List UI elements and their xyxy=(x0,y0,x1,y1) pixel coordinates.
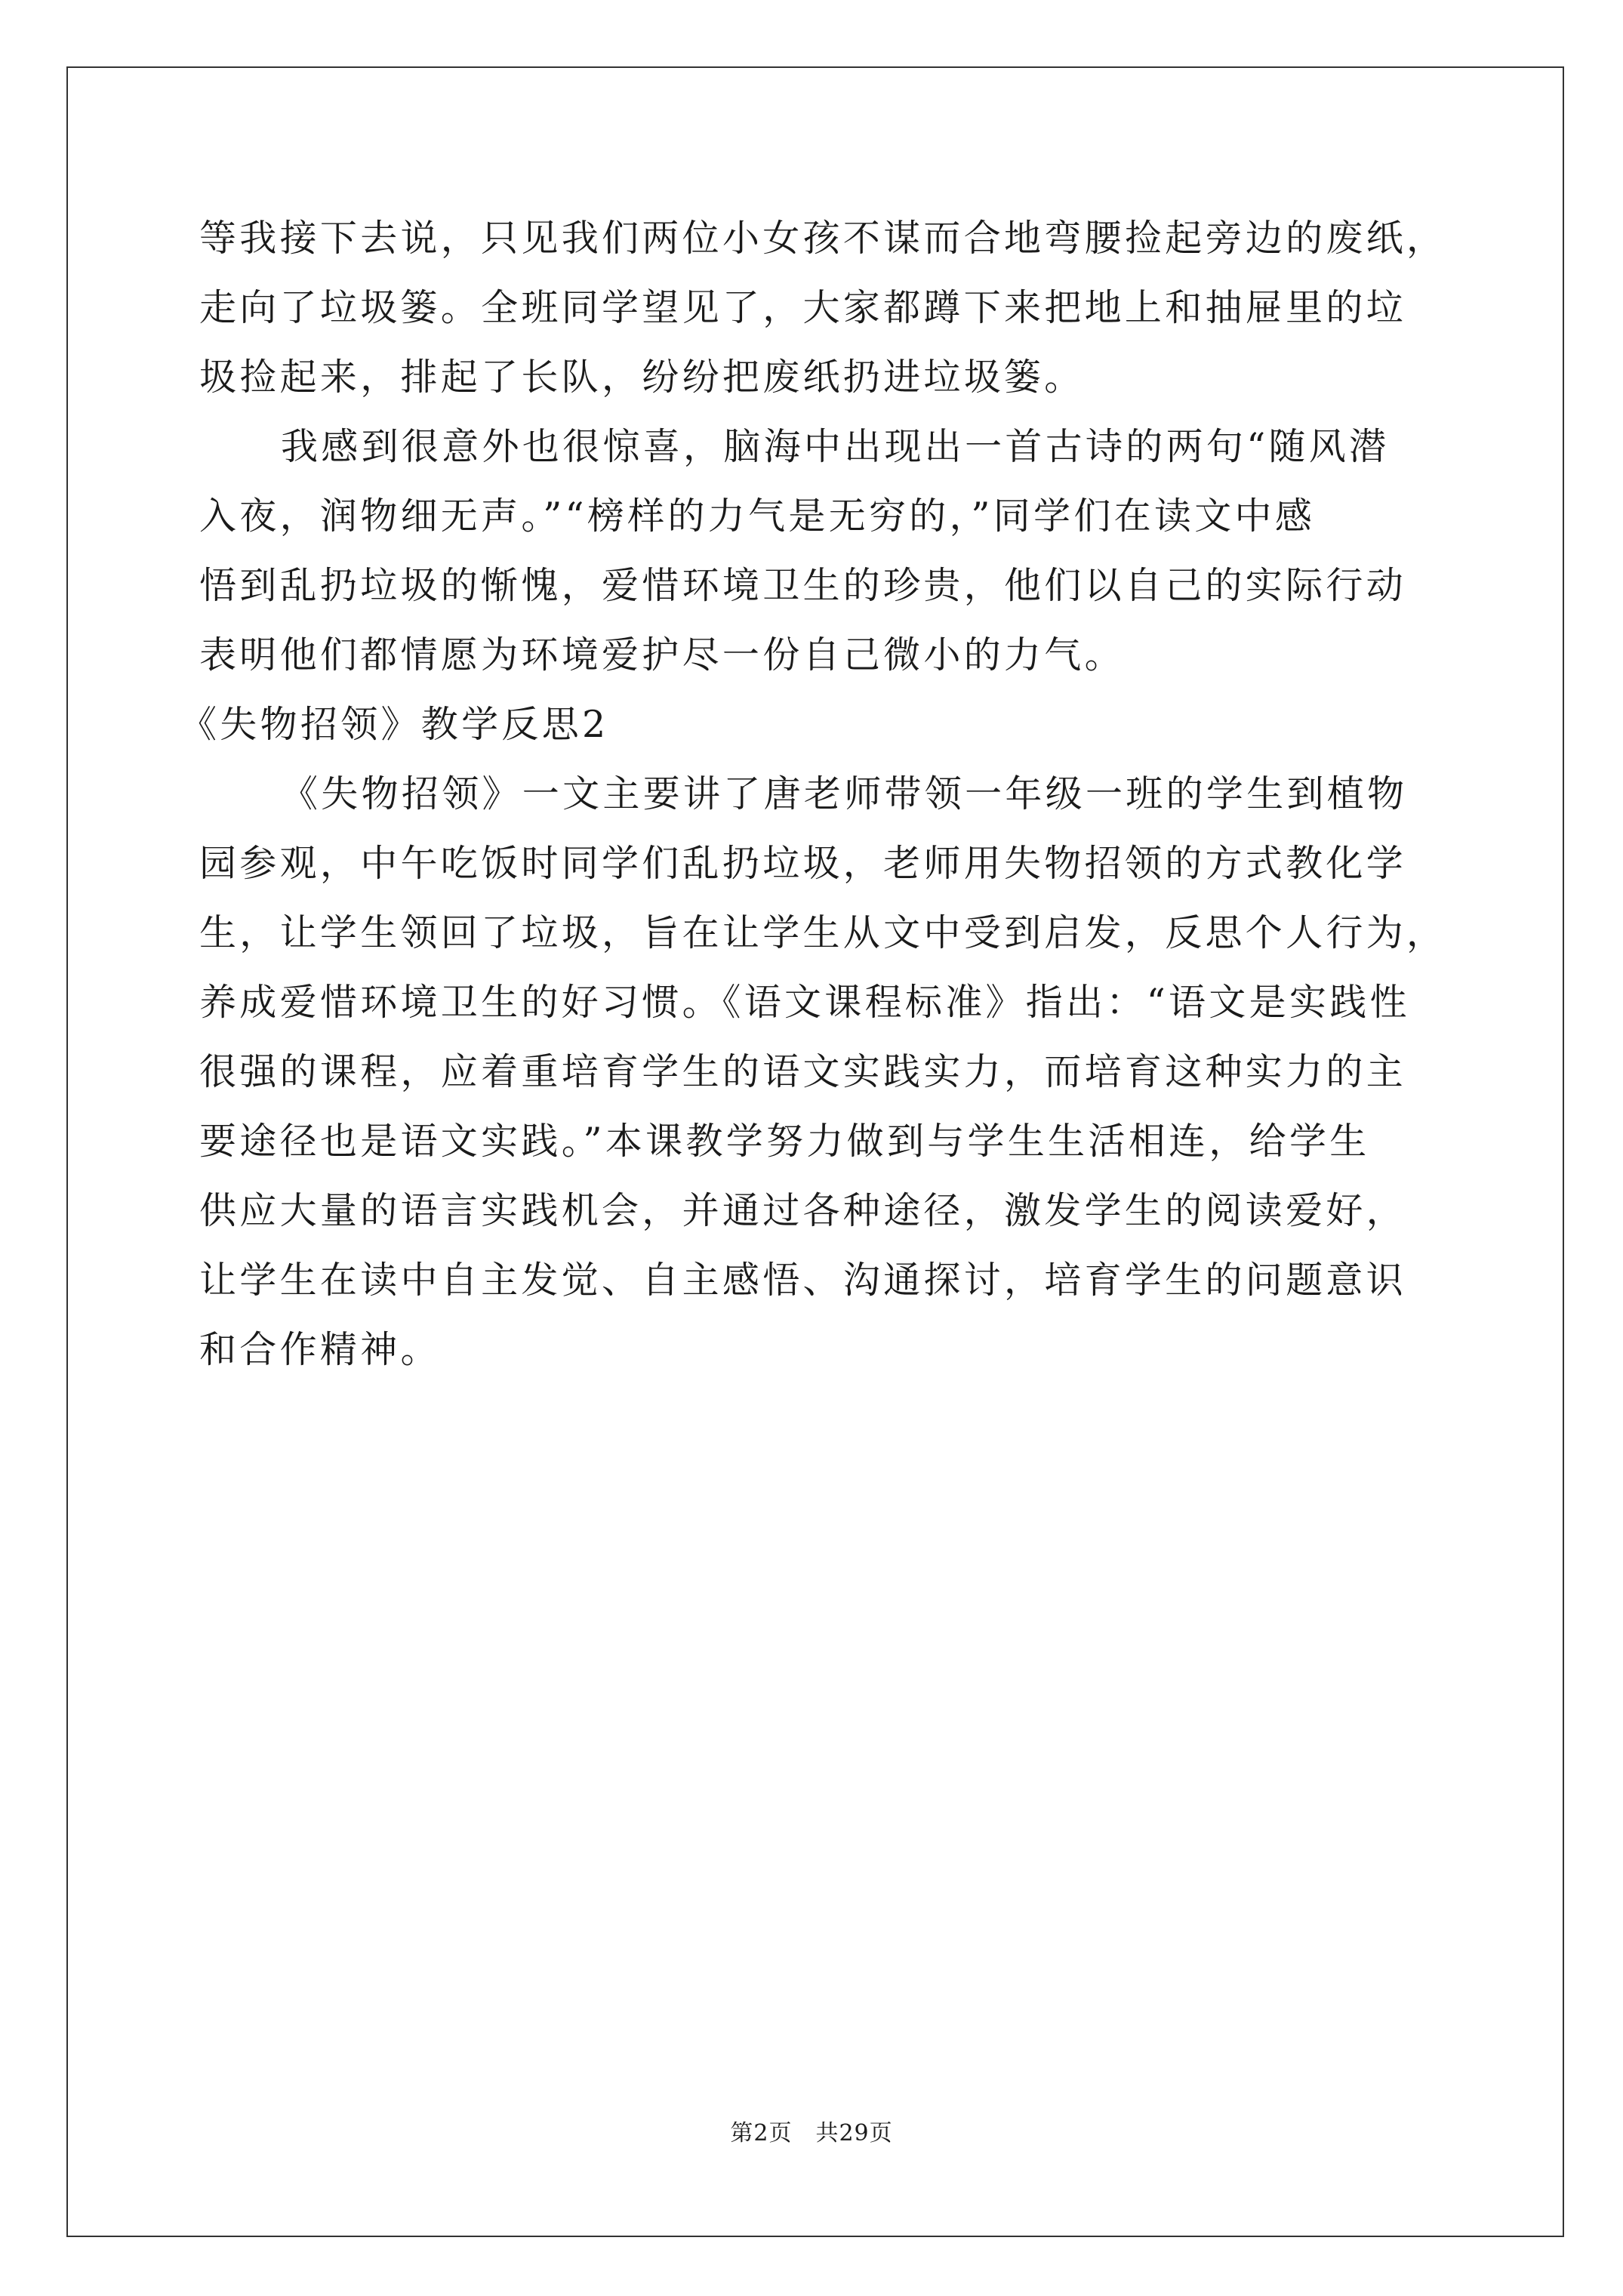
paragraph-line: 我感到很意外也很惊喜，脑海中出现出一首古诗的两句“随风潜 xyxy=(281,425,1390,468)
paragraph-line: 圾捡起来，排起了长队，纷纷把废纸扔进垃圾篓。 xyxy=(199,356,1085,399)
paragraph-line: 悟到乱扔垃圾的惭愧，爱惜环境卫生的珍贵，他们以自己的实际行动 xyxy=(199,564,1407,607)
section-heading: 《失物招领》教学反思2 xyxy=(180,703,609,746)
document-body xyxy=(180,204,1447,1385)
paragraph-line: 要途径也是语文实践。”本课教学努力做到与学生生活相连，给学生 xyxy=(199,1120,1370,1163)
paragraph-line: 等我接下去说，只见我们两位小女孩不谋而合地弯腰捡起旁边的废纸， xyxy=(199,217,1447,260)
paragraph-line: 表明他们都情愿为环境爱护尽一份自己微小的力气。 xyxy=(199,633,1125,676)
paragraph-line: 养成爱惜环境卫生的好习惯。《语文课程标准》指出：“语文是实践性 xyxy=(199,981,1410,1024)
paragraph-line: 入夜，润物细无声。”“榜样的力气是无穷的，”同学们在读文中感 xyxy=(199,495,1316,538)
paragraph-line: 让学生在读中自主发觉、自主感悟、沟通探讨，培育学生的问题意识 xyxy=(199,1259,1407,1302)
paragraph-line: 园参观，中午吃饭时同学们乱扔垃圾，老师用失物招领的方式教化学 xyxy=(199,842,1407,885)
paragraph-line: 走向了垃圾篓。全班同学望见了，大家都蹲下来把地上和抽屉里的垃 xyxy=(199,286,1407,329)
paragraph-line: 生，让学生领回了垃圾，旨在让学生从文中受到启发，反思个人行为， xyxy=(199,911,1447,954)
paragraph-line: 很强的课程，应着重培育学生的语文实践实力，而培育这种实力的主 xyxy=(199,1050,1407,1093)
paragraph-line: 和合作精神。 xyxy=(199,1328,441,1371)
paragraph-line: 《失物招领》一文主要讲了唐老师带领一年级一班的学生到植物 xyxy=(281,772,1408,815)
paragraph-line: 供应大量的语言实践机会，并通过各种途径，激发学生的阅读爱好， xyxy=(199,1189,1407,1232)
page-number-footer: 第2页 共29页 xyxy=(730,2120,893,2147)
